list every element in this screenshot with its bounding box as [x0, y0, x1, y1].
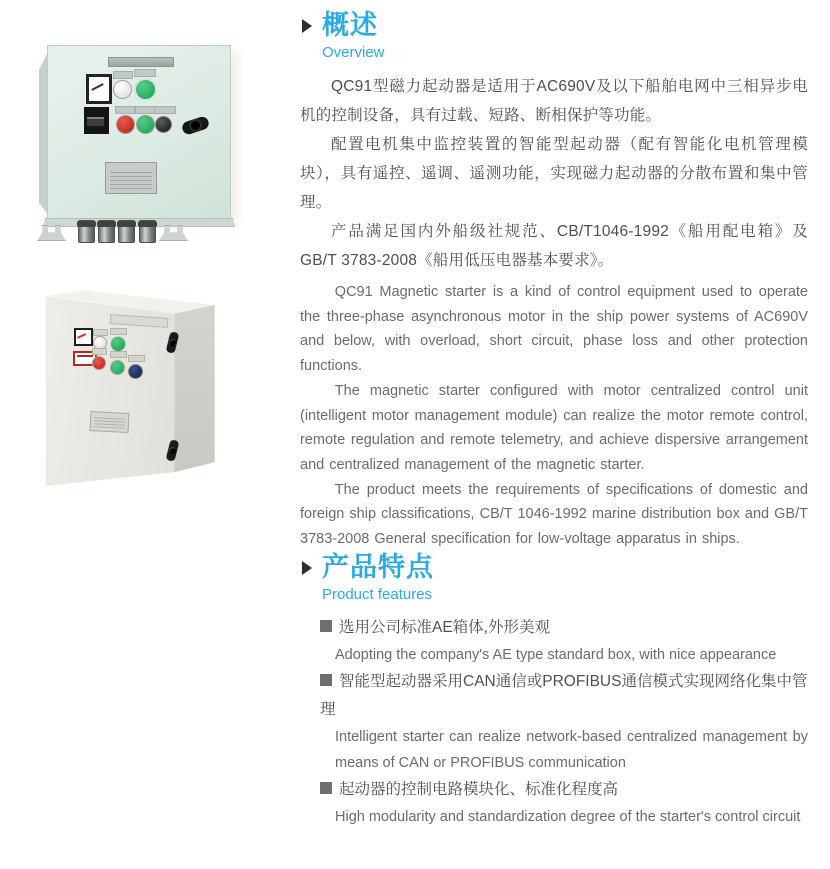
feature-text-en: Adopting the company's AE type standard box, with nice appearance — [335, 646, 777, 663]
red-button-icon — [92, 356, 106, 370]
mounting-foot-icon — [37, 225, 66, 241]
nameplate — [90, 411, 130, 433]
button-label-strip — [135, 106, 155, 114]
section-marker-icon — [302, 561, 312, 575]
green-button-icon — [110, 360, 125, 375]
button-label-strip — [115, 106, 135, 114]
green-button-icon — [136, 115, 155, 134]
button-label-strip — [110, 351, 127, 358]
ammeter-icon — [86, 74, 112, 104]
overview-english-paragraphs — [300, 280, 808, 552]
section-header — [300, 10, 808, 62]
text-column — [300, 10, 808, 830]
cable-gland-icon — [78, 220, 95, 243]
button-label-strip — [113, 71, 133, 79]
section-title-cn: 产品特点 — [322, 551, 434, 582]
feature-item — [320, 668, 808, 776]
button-label-strip — [154, 106, 176, 114]
bullet-square-icon — [320, 620, 332, 632]
button-label-strip — [110, 328, 127, 335]
paragraph-en: QC91 Magnetic starter is a kind of control equipment used to operate the three-phase asynchronous motor in the ship power systems of AC690V and below, with overload, short circuit, phase loss and other protection functions. — [300, 284, 808, 375]
cable-gland-icon — [139, 220, 156, 243]
feature-text-en: Intelligent starter can realize network-based centralized management by means of CAN or PROFIBUS communication — [335, 728, 808, 771]
button-label-strip — [92, 348, 107, 355]
bullet-square-icon — [320, 782, 332, 794]
ammeter-icon — [74, 328, 93, 346]
paragraph-en: The magnetic starter configured with motor centralized control unit (intelligent motor management module) can realize the motor remote control, remote regulation and remote telemetry, and achieve dispersive arrangement and centralized management of the magnetic starter. — [300, 382, 808, 473]
feature-text-cn — [320, 614, 808, 642]
feature-cn-label: 选用公司标准AE箱体,外形美观 — [339, 618, 550, 636]
section-title-cn: 概述 — [322, 10, 378, 40]
cable-gland-icon — [118, 220, 135, 243]
feature-text-en: High modularity and standardization degree of the starter's control circuit — [335, 808, 801, 825]
overview-chinese-paragraphs — [300, 72, 808, 275]
section-marker-icon — [302, 19, 312, 33]
feature-text-cn — [320, 668, 808, 724]
section-header — [300, 552, 808, 604]
product-photo-angled — [44, 290, 220, 488]
cable-gland-icon — [98, 220, 115, 243]
feature-item — [320, 614, 808, 668]
section-title-en: Product features — [322, 585, 433, 603]
section-overview — [300, 10, 808, 552]
black-button-icon — [155, 116, 172, 133]
red-button-icon — [116, 115, 135, 134]
paragraph-cn: 配置电机集中监控装置的智能型起动器（配有智能化电机管理模块），具有遥控、遥调、遥测功能，实现磁力起动器的分散布置和集中管理。 — [300, 136, 808, 211]
white-button-icon — [113, 80, 132, 99]
button-label-strip — [93, 329, 108, 336]
green-button-icon — [110, 336, 126, 352]
paragraph-cn: 产品满足国内外船级社规范、CB/T1046-1992《船用配电箱》及GB/T 3783-2008《船用低压电器基本要求》。 — [300, 223, 808, 269]
navy-button-icon — [128, 364, 143, 379]
circuit-breaker-icon — [84, 107, 109, 134]
feature-text-cn — [320, 776, 808, 804]
button-label-strip — [134, 69, 156, 77]
green-button-icon — [134, 78, 157, 101]
section-title-en: Overview — [322, 44, 385, 61]
feature-item — [320, 776, 808, 830]
feature-cn-label: 智能型起动器采用CAN通信或PROFIBUS通信模式实现网络化集中管理 — [320, 672, 808, 718]
nameplate — [105, 162, 157, 194]
paragraph-en: The product meets the requirements of specifications of domestic and foreign ship classifications, CB/T 1046-1992 marine distribution box and GB/T 3783-2008 General specification for low-voltage apparatus in ships. — [300, 481, 808, 548]
mounting-foot-icon — [159, 225, 188, 241]
paragraph-cn: QC91型磁力起动器是适用于AC690V及以下船舶电网中三相异步电机的控制设备，具有过载、短路、断相保护等功能。 — [300, 78, 808, 124]
section-product-features — [300, 552, 808, 830]
button-label-strip — [128, 355, 145, 362]
feature-cn-label: 起动器的控制电路模块化、标准化程度高 — [339, 780, 619, 798]
bullet-square-icon — [320, 674, 332, 686]
box-top-label — [108, 57, 174, 67]
product-photo-front — [33, 42, 238, 247]
